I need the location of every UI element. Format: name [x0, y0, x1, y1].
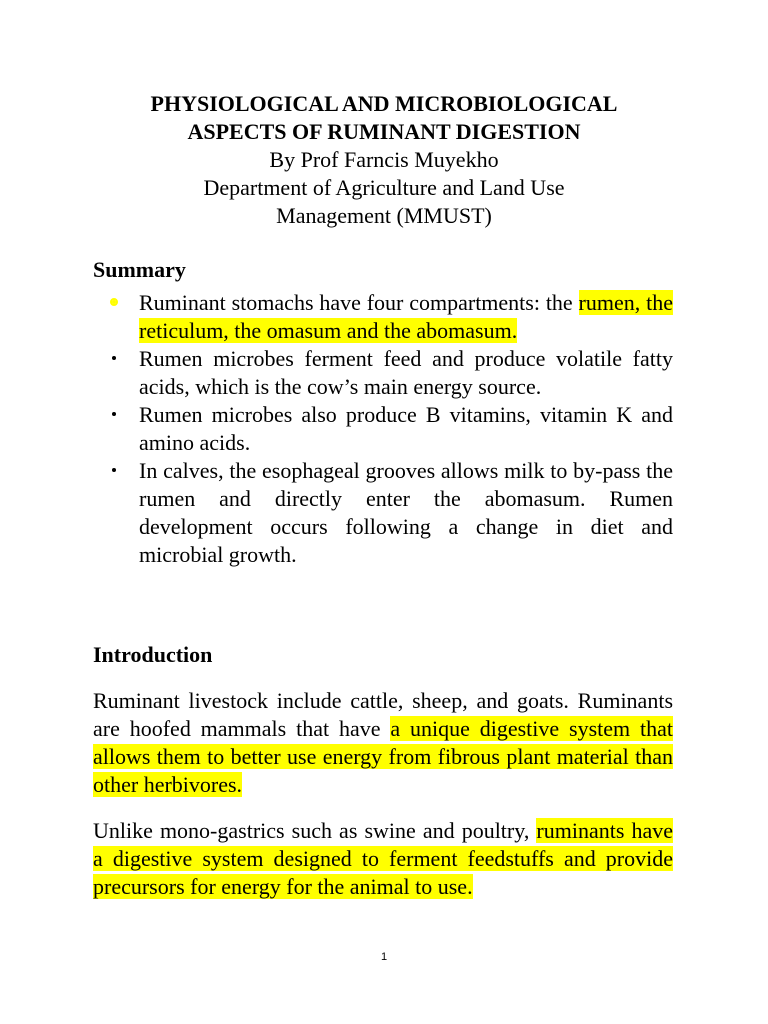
summary-heading: Summary: [93, 257, 186, 282]
summary-item-4-text: In calves, the esophageal grooves allows milk to by-pass the rumen and directly enter the abomasum. Rumen development occurs following a change in diet and microbial growth.: [139, 458, 673, 567]
summary-item-3: [93, 401, 673, 457]
introduction-paragraph-2-text: Unlike mono-gastrics such as swine and poultry,: [93, 818, 537, 843]
introduction-paragraph-1-text: Ruminant livestock include cattle, sheep, and goats. Ruminants are hoofed mammals that have: [93, 688, 673, 741]
summary-item-4: [93, 457, 673, 569]
introduction-heading: Introduction: [93, 642, 213, 667]
summary-item-2: [93, 345, 673, 401]
author-line: By Prof Farncis Muyekho: [269, 147, 499, 172]
title-line-1: PHYSIOLOGICAL AND MICROBIOLOGICAL: [150, 91, 618, 116]
department-line-2: Management (MMUST): [276, 203, 492, 228]
summary-item-1: [93, 289, 673, 345]
summary-item-3-text: Rumen microbes also produce B vitamins, vitamin K and amino acids.: [139, 402, 673, 455]
bullet-icon: [112, 300, 116, 304]
summary-item-2-text: Rumen microbes ferment feed and produce volatile fatty acids, which is the cow’s main energy source.: [139, 346, 673, 399]
title-block: [0, 90, 768, 230]
summary-list: [93, 289, 673, 569]
title-line-2: ASPECTS OF RUMINANT DIGESTION: [187, 119, 581, 144]
department-line-1: Department of Agriculture and Land Use: [203, 175, 565, 200]
page-number: 1: [380, 951, 388, 963]
bullet-icon: [112, 468, 116, 472]
summary-item-1-highlight: rumen, the reticulum, the omasum and the abomasum.: [139, 290, 673, 343]
bullet-icon: [112, 356, 116, 360]
introduction-paragraph-2-highlight: ruminants have a digestive system designed to ferment feedstuffs and provide precursors for energy for the animal to use.: [93, 818, 673, 899]
bullet-icon: [112, 412, 116, 416]
summary-item-1-text: Ruminant stomachs have four compartments: the: [139, 290, 579, 315]
introduction-paragraph-1-highlight: a unique digestive system that allows them to better use energy from fibrous plant material than other herbivores.: [93, 716, 674, 797]
introduction-paragraph-1: [93, 687, 673, 799]
introduction-paragraph-2: [93, 817, 673, 901]
